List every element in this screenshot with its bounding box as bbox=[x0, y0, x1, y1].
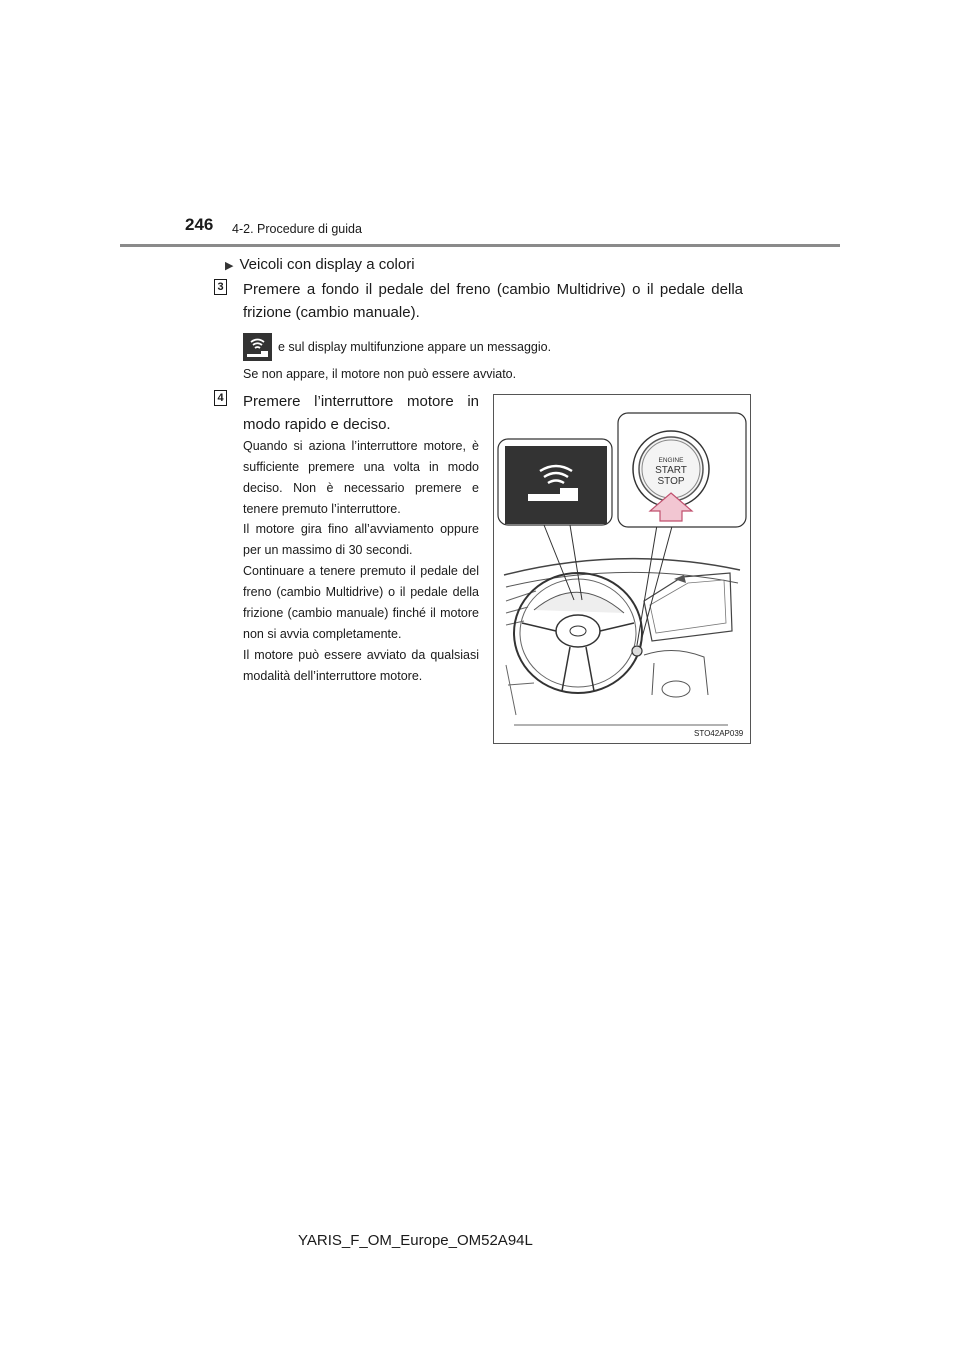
header-rule bbox=[120, 244, 840, 247]
step3-icon-note: e sul display multifunzione appare un messaggio. bbox=[278, 340, 552, 354]
dashboard-drawing bbox=[494, 395, 750, 743]
page-number: 246 bbox=[185, 215, 214, 234]
bullet-text: Veicoli con display a colori bbox=[239, 256, 415, 273]
step-number-4: 4 bbox=[214, 390, 227, 406]
bullet-heading bbox=[225, 256, 415, 273]
step4-paragraph: Il motore gira fino all’avviamento oppure per un massimo di 30 secondi. bbox=[243, 522, 479, 557]
stop-label: STOP bbox=[657, 476, 685, 487]
step3-note: Se non appare, il motore non può essere avviato. bbox=[243, 367, 517, 381]
figure-code: STO42AP039 bbox=[694, 729, 744, 738]
step4-paragraph: Il motore può essere avviato da qualsiasi modalità dell’interruttore motore. bbox=[243, 648, 479, 683]
step4-paragraph: Quando si aziona l’interruttore motore, è sufficiente premere una volta in modo deciso. Non è necessario premere e tenere premuto l’interruttore. bbox=[243, 439, 479, 516]
footer-code: YARIS_F_OM_Europe_OM52A94L bbox=[298, 1232, 533, 1249]
triangle-bullet-icon: ▶ bbox=[225, 260, 234, 272]
engine-label: ENGINE bbox=[658, 457, 684, 464]
step4-text: Premere l’interruttore motore in modo rapido e deciso. bbox=[243, 393, 479, 433]
step4-paragraph: Continuare a tenere premuto il pedale del freno (cambio Multidrive) o il pedale della frizione (cambio manuale) finché il motore non si avvia completamente. bbox=[243, 564, 479, 641]
key-wireless-icon bbox=[243, 333, 272, 361]
step3-text: Premere a fondo il pedale del freno (cambio Multidrive) o il pedale della frizione (cambio manuale). bbox=[243, 281, 743, 321]
step-number-3: 3 bbox=[214, 279, 227, 295]
section-title: 4-2. Procedure di guida bbox=[232, 222, 362, 236]
dashboard-illustration bbox=[493, 394, 751, 744]
start-label: START bbox=[655, 465, 687, 476]
